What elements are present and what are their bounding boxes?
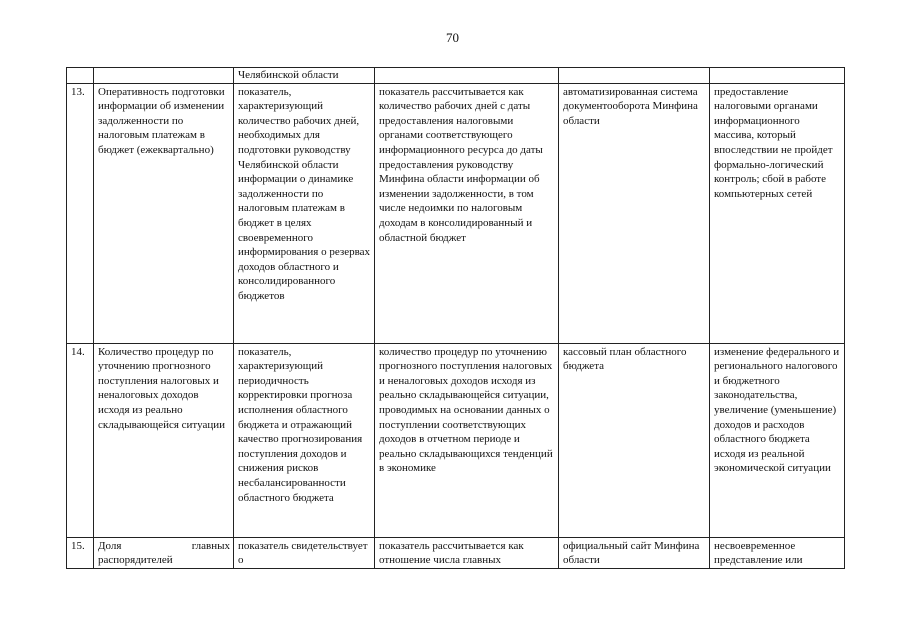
cell-risks: предоставление налоговыми органами информационного массива, который впоследствии не пройдет формально-логический контроль; сбой в работе компьютерных сетей [710,83,845,343]
cell-source: кассовый план областного бюджета [559,343,710,537]
table-row-continuation [67,68,845,84]
cell-num: 14. [67,343,94,537]
cell-risks [710,68,845,84]
cell-source: автоматизированная система документооборота Минфина области [559,83,710,343]
cell-source [559,68,710,84]
cell-definition: показатель, характеризующий количество рабочих дней, необходимых для подготовки руководству Челябинской области информации о динамике задолженности по налоговым платежам в бюджет в целях своевременного информирования о резервах доходов областного и консолидированного бюджетов [234,83,375,343]
cell-name: Количество процедур по уточнению прогнозного поступления налоговых и неналоговых доходов исходя из реально складывающейся ситуации [94,343,234,537]
cell-source: официальный сайт Минфина области [559,537,710,568]
cell-definition: показатель свидетельствует о [234,537,375,568]
cell-name [94,537,234,568]
cell-num: 15. [67,537,94,568]
cell-name-line: Доля главных [98,539,230,552]
cell-method [375,68,559,84]
cell-name-line: распорядителей [98,554,173,567]
cell-method: количество процедур по уточнению прогнозного поступления налоговых и неналоговых доходов исходя из реально складывающейся ситуации, проводимых на основании данных о поступлении соответствующих доходов в отчетном периоде и реально складывающихся тенденций в экономике [375,343,559,537]
cell-method: показатель рассчитывается как отношение числа главных [375,537,559,568]
cell-name: Оперативность подготовки информации об изменении задолженности по налоговым платежам в бюджет (ежеквартально) [94,83,234,343]
cell-name [94,68,234,84]
cell-definition: показатель, характеризующий периодичность корректировки прогноза исполнения областного бюджета и отражающий качество прогнозирования поступления доходов и снижения рисков несбалансированности областного бюджета [234,343,375,537]
table-row-15 [67,537,845,568]
table-row-14 [67,343,845,537]
cell-risks: изменение федерального и регионального налогового и бюджетного законодательства, увеличение (уменьшение) доходов и расходов областного бюджета исходя из реальной экономической ситуации [710,343,845,537]
table-row-13 [67,83,845,343]
cell-definition: Челябинской области [234,68,375,84]
cell-risks: несвоевременное представление или [710,537,845,568]
cell-method: показатель рассчитывается как количество рабочих дней с даты предоставления налоговыми органами соответствующего информационного ресурса до даты предоставления руководству Минфина области информации об изменении задолженности, в том числе недоимки по налоговым доходам в консолидированный и областной бюджет [375,83,559,343]
cell-num [67,68,94,84]
page-number: 70 [446,30,459,45]
cell-num: 13. [67,83,94,343]
indicators-table [66,67,845,569]
